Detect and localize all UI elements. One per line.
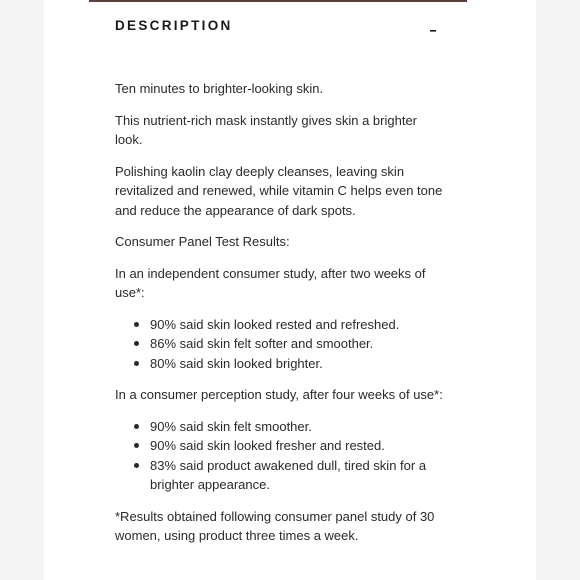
study-results-list bbox=[115, 315, 445, 374]
list-item: 80% said skin looked brighter. bbox=[150, 354, 445, 374]
list-item: 90% said skin felt smoother. bbox=[150, 417, 445, 437]
list-item: 90% said skin looked fresher and rested. bbox=[150, 436, 445, 456]
study-intro: In an independent consumer study, after two weeks of use*: bbox=[115, 265, 426, 300]
description-paragraph: Polishing kaolin clay deeply cleanses, leaving skin revitalized and renewed, while vitamin C helps even tone and reduce the appearance of dark spots. bbox=[115, 163, 443, 218]
list-item: 90% said skin looked rested and refreshed. bbox=[150, 315, 445, 335]
footnote: *Results obtained following consumer panel study of 30 women, using product three times a week. bbox=[115, 508, 435, 543]
description-accordion-toggle[interactable] bbox=[115, 18, 441, 40]
accordion-title: DESCRIPTION bbox=[115, 18, 233, 33]
panel-heading: Consumer Panel Test Results: bbox=[115, 234, 290, 249]
product-details-panel bbox=[44, 0, 536, 580]
list-item: 86% said skin felt softer and smoother. bbox=[150, 334, 445, 354]
description-paragraph: This nutrient-rich mask instantly gives skin a brighter look. bbox=[115, 112, 418, 147]
description-intro: Ten minutes to brighter-looking skin. bbox=[115, 81, 324, 96]
study-results-list bbox=[115, 417, 445, 495]
description-content bbox=[115, 79, 445, 558]
list-item: 83% said product awakened dull, tired skin for a brighter appearance. bbox=[150, 456, 445, 495]
section-divider bbox=[89, 0, 467, 2]
study-intro: In a consumer perception study, after four weeks of use*: bbox=[115, 387, 443, 402]
minus-icon[interactable] bbox=[427, 23, 441, 37]
